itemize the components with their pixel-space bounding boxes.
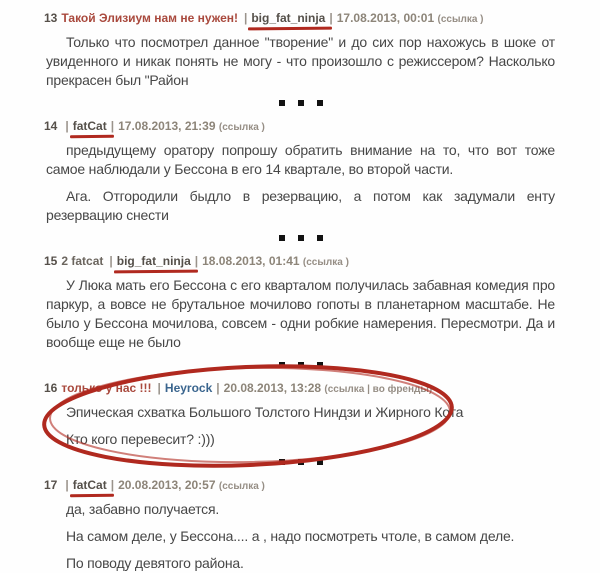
separator-pipe: |	[110, 478, 115, 492]
comment-number: 14	[44, 119, 58, 133]
comments-list	[46, 10, 555, 573]
comment-header	[44, 10, 555, 28]
comment-paragraph: Кто кого перевесит? :)))	[66, 431, 215, 447]
comment-body	[46, 141, 555, 225]
red-underline-annotation	[70, 494, 114, 497]
separator-dot-icon	[279, 362, 285, 368]
permalink-link[interactable]: (ссылка )	[218, 481, 265, 492]
comment-date: 20.08.2013, 13:28	[223, 381, 322, 395]
separator-dot-icon	[279, 100, 285, 106]
comment-paragraph: По поводу девятого района.	[66, 555, 244, 571]
separator-dot-icon	[279, 459, 285, 465]
comment-paragraph: предыдущему оратору попрошу обратить внимание на то, что вот тоже самое наблюдали у Бессона в его 14 квартале, во второй части.	[46, 142, 555, 177]
comment	[46, 477, 555, 573]
author-name: big_fat_ninja	[251, 11, 326, 25]
comment-paragraph: да, забавно получается.	[66, 501, 220, 517]
comment-body	[46, 33, 555, 90]
comment-number: 15	[44, 254, 58, 268]
separator-pipe: |	[243, 11, 248, 25]
author-name: Heyrock	[164, 381, 213, 395]
separator-dot-icon	[298, 100, 304, 106]
separator-pipe: |	[194, 254, 199, 268]
author-name: fatCat	[72, 478, 107, 492]
comments-separator	[46, 362, 555, 368]
comment-date: 17.08.2013, 21:39	[118, 119, 216, 133]
separator-dot-icon	[317, 362, 323, 368]
comment	[46, 253, 555, 352]
comment-date: 17.08.2013, 00:01	[336, 11, 435, 25]
red-underline-annotation	[114, 270, 198, 274]
author-name: fatCat	[72, 119, 107, 133]
separator-dot-icon	[317, 459, 323, 465]
separator-dot-icon	[317, 235, 323, 241]
comment-date: 20.08.2013, 20:57	[118, 478, 216, 492]
comment-number: 13	[44, 11, 58, 25]
separator-pipe: |	[65, 478, 69, 492]
separator-pipe: |	[110, 119, 115, 133]
permalink-link[interactable]: (ссылка )	[302, 257, 349, 268]
author-link[interactable]	[165, 381, 212, 395]
comments-separator	[46, 459, 555, 465]
separator-dot-icon	[298, 459, 304, 465]
comment-number: 17	[44, 478, 58, 492]
comment-paragraph: На самом деле, у Бессона.... а , надо посмотреть чтоле, в самом деле.	[66, 528, 515, 544]
separator-pipe: |	[157, 381, 161, 395]
comment-title: Такой Элизиум нам не нужен!	[61, 11, 238, 25]
comment-date: 18.08.2013, 01:41	[202, 254, 300, 268]
comment	[46, 380, 555, 449]
comment-header	[44, 118, 555, 136]
author-link[interactable]	[251, 11, 325, 25]
author-name: big_fat_ninja	[116, 254, 191, 268]
comment-paragraph: У Люка мать его Бессона с его кварталом получилась забавная комедия про паркур, а вовсе не брутальное мочилово гопоты в планетарном масштабе. Не было у Бессона мочилова, совсем - одни робкие намерения. Пересмотри. Да и вообще еще не было	[46, 277, 555, 350]
comment-body	[46, 403, 555, 449]
comment	[46, 10, 555, 90]
comment-header	[44, 380, 555, 398]
comment-body	[46, 276, 555, 352]
author-link[interactable]	[117, 254, 191, 268]
comment-title: 2 fatcat	[61, 254, 104, 268]
comments-separator	[46, 100, 555, 106]
permalink-link[interactable]: (ссылка )	[437, 14, 484, 25]
separator-dot-icon	[298, 235, 304, 241]
author-link[interactable]	[73, 478, 107, 492]
comment-number: 16	[44, 381, 58, 395]
separator-pipe: |	[216, 381, 220, 395]
separator-dot-icon	[279, 235, 285, 241]
comment-paragraph: Ага. Отгородили быдло в резервацию, а потом как задумали енту резервацию снести	[46, 188, 555, 223]
comment-title: только у нас !!!	[61, 381, 152, 395]
separator-dot-icon	[317, 100, 323, 106]
comment	[46, 118, 555, 225]
comment-header	[44, 477, 555, 495]
comment-header	[44, 253, 555, 271]
comment-body	[46, 500, 555, 573]
red-underline-annotation	[248, 27, 332, 31]
comments-separator	[46, 235, 555, 241]
red-underline-annotation	[70, 135, 114, 138]
permalink-link[interactable]: (ссылка | во френды)	[324, 384, 433, 395]
separator-pipe: |	[65, 119, 69, 133]
separator-dot-icon	[298, 362, 304, 368]
comment-paragraph: Эпическая схватка Большого Толстого Ниндзи и Жирного Кота	[66, 404, 464, 420]
author-link[interactable]	[73, 119, 107, 133]
comment-paragraph: Только что посмотрел данное "творение" и до сих пор нахожусь в шоке от увиденного и никак понять не могу - что произошло с режиссером? Насколько прекрасен был "Район	[46, 34, 555, 88]
permalink-link[interactable]: (ссылка )	[218, 122, 265, 133]
separator-pipe: |	[329, 11, 333, 25]
separator-pipe: |	[109, 254, 113, 268]
